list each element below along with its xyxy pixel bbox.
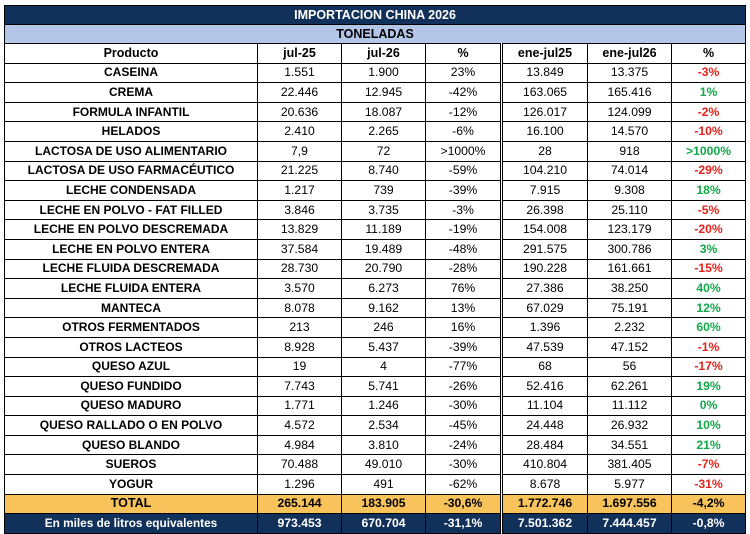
ytd26-value: 9.308 [588,181,672,201]
jul25-value: 7.743 [258,377,342,397]
jul25-value: 3.846 [258,200,342,220]
units-row [5,25,746,44]
jul26-value: 9.162 [342,298,426,318]
jul26-value: 491 [342,475,426,495]
jul25-value: 4.984 [258,435,342,455]
table-row [5,455,746,475]
ytd26-value: 56 [588,357,672,377]
table-row [5,122,746,142]
product-name: QUESO BLANDO [5,435,258,455]
jul26-value: 8.740 [342,161,426,181]
ytd-change-pct: 40% [672,279,746,299]
month-change-pct: -24% [426,435,502,455]
month-change-pct: -30% [426,396,502,416]
ytd-change-pct: 12% [672,298,746,318]
header-row [5,44,746,64]
product-name: LECHE EN POLVO ENTERA [5,239,258,259]
jul25-value: 8.078 [258,298,342,318]
ytd26-value: 123.179 [588,220,672,240]
month-change-pct: -26% [426,377,502,397]
units-label: TONELADAS [5,25,746,44]
table-title: IMPORTACION CHINA 2026 [5,6,746,25]
jul25-value: 13.829 [258,220,342,240]
product-name: FORMULA INFANTIL [5,102,258,122]
jul26-value: 20.790 [342,259,426,279]
ytd25-value: 1.396 [502,318,588,338]
jul26-value: 3.735 [342,200,426,220]
ytd26-value: 11.112 [588,396,672,416]
jul25-value: 20.636 [258,102,342,122]
header-producto: Producto [5,44,258,64]
ytd-change-pct: -5% [672,200,746,220]
jul25-value: 3.570 [258,279,342,299]
table-row [5,161,746,181]
ytd26-value: 300.786 [588,239,672,259]
ytd-change-pct: -15% [672,259,746,279]
ytd26-value: 14.570 [588,122,672,142]
ytd-change-pct: -10% [672,122,746,142]
total-row [5,494,746,514]
ytd-change-pct: 0% [672,396,746,416]
jul25-value: 21.225 [258,161,342,181]
table-row [5,318,746,338]
product-name: OTROS FERMENTADOS [5,318,258,338]
jul26-value: 49.010 [342,455,426,475]
jul25-value: 2.410 [258,122,342,142]
table-row [5,83,746,103]
import-table [4,5,746,534]
table-row [5,141,746,161]
total-label: TOTAL [5,494,258,514]
import-table-container [4,5,745,534]
ytd25-value: 410.804 [502,455,588,475]
jul25-value: 4.572 [258,416,342,436]
jul25-value: 37.584 [258,239,342,259]
month-change-pct: >1000% [426,141,502,161]
ytd25-value: 7.915 [502,181,588,201]
ytd25-value: 104.210 [502,161,588,181]
product-name: QUESO RALLADO O EN POLVO [5,416,258,436]
jul26-value: 72 [342,141,426,161]
ytd26-value: 34.551 [588,435,672,455]
table-row [5,416,746,436]
ytd25-value: 16.100 [502,122,588,142]
jul26-value: 12.945 [342,83,426,103]
jul26-value: 2.534 [342,416,426,436]
equivalent-pct: -31,1% [426,514,502,534]
ytd25-value: 190.228 [502,259,588,279]
jul26-value: 5.741 [342,377,426,397]
jul26-value: 11.189 [342,220,426,240]
jul26-value: 246 [342,318,426,338]
jul25-value: 1.217 [258,181,342,201]
table-row [5,337,746,357]
jul25-value: 8.928 [258,337,342,357]
jul26-value: 4 [342,357,426,377]
jul26-value: 18.087 [342,102,426,122]
ytd25-value: 154.008 [502,220,588,240]
jul25-value: 1.771 [258,396,342,416]
ytd-change-pct: 10% [672,416,746,436]
product-name: LECHE FLUIDA ENTERA [5,279,258,299]
month-change-pct: -6% [426,122,502,142]
table-row [5,63,746,83]
table-row [5,220,746,240]
table-row [5,377,746,397]
product-name: SUEROS [5,455,258,475]
ytd25-value: 27.386 [502,279,588,299]
header-ytd26: ene-jul26 [588,44,672,64]
ytd-change-pct: 18% [672,181,746,201]
ytd25-value: 13.849 [502,63,588,83]
product-name: CREMA [5,83,258,103]
product-name: QUESO MADURO [5,396,258,416]
equivalent-chg: -0,8% [672,514,746,534]
ytd-change-pct: >1000% [672,141,746,161]
jul25-value: 213 [258,318,342,338]
equivalent-ytd25: 7.501.362 [502,514,588,534]
table-row [5,239,746,259]
jul25-value: 1.296 [258,475,342,495]
ytd26-value: 124.099 [588,102,672,122]
ytd26-value: 25.110 [588,200,672,220]
total-ytd25: 1.772.746 [502,494,588,514]
month-change-pct: -30% [426,455,502,475]
product-name: YOGUR [5,475,258,495]
ytd26-value: 13.375 [588,63,672,83]
month-change-pct: -42% [426,83,502,103]
ytd25-value: 67.029 [502,298,588,318]
total-jul26: 183.905 [342,494,426,514]
ytd25-value: 52.416 [502,377,588,397]
ytd-change-pct: 21% [672,435,746,455]
table-row [5,475,746,495]
table-row [5,357,746,377]
ytd25-value: 8.678 [502,475,588,495]
table-row [5,435,746,455]
jul26-value: 5.437 [342,337,426,357]
ytd-change-pct: -3% [672,63,746,83]
jul25-value: 7,9 [258,141,342,161]
total-pct: -30,6% [426,494,502,514]
table-row [5,259,746,279]
ytd26-value: 918 [588,141,672,161]
equivalent-ytd26: 7.444.457 [588,514,672,534]
product-name: LECHE FLUIDA DESCREMADA [5,259,258,279]
ytd25-value: 24.448 [502,416,588,436]
table-row [5,200,746,220]
product-name: LECHE EN POLVO - FAT FILLED [5,200,258,220]
ytd26-value: 47.152 [588,337,672,357]
header-jul26: jul-26 [342,44,426,64]
ytd25-value: 11.104 [502,396,588,416]
month-change-pct: -19% [426,220,502,240]
month-change-pct: -39% [426,337,502,357]
total-ytd26: 1.697.556 [588,494,672,514]
ytd26-value: 165.416 [588,83,672,103]
jul25-value: 70.488 [258,455,342,475]
equivalent-row [5,514,746,534]
ytd26-value: 75.191 [588,298,672,318]
jul26-value: 739 [342,181,426,201]
header-pct-ytd: % [672,44,746,64]
ytd25-value: 291.575 [502,239,588,259]
ytd25-value: 28 [502,141,588,161]
table-row [5,181,746,201]
ytd26-value: 2.232 [588,318,672,338]
month-change-pct: -59% [426,161,502,181]
ytd26-value: 62.261 [588,377,672,397]
equivalent-label: En miles de litros equivalentes [5,514,258,534]
ytd-change-pct: -1% [672,337,746,357]
ytd-change-pct: -29% [672,161,746,181]
table-row [5,279,746,299]
product-name: LECHE EN POLVO DESCREMADA [5,220,258,240]
ytd-change-pct: -31% [672,475,746,495]
month-change-pct: 13% [426,298,502,318]
ytd26-value: 74.014 [588,161,672,181]
ytd25-value: 163.065 [502,83,588,103]
table-row [5,396,746,416]
ytd-change-pct: -17% [672,357,746,377]
ytd-change-pct: -20% [672,220,746,240]
jul26-value: 3.810 [342,435,426,455]
ytd-change-pct: 19% [672,377,746,397]
month-change-pct: 16% [426,318,502,338]
jul26-value: 2.265 [342,122,426,142]
month-change-pct: -48% [426,239,502,259]
total-chg: -4,2% [672,494,746,514]
ytd26-value: 381.405 [588,455,672,475]
ytd25-value: 47.539 [502,337,588,357]
ytd-change-pct: -7% [672,455,746,475]
ytd-change-pct: 1% [672,83,746,103]
ytd-change-pct: -2% [672,102,746,122]
jul25-value: 28.730 [258,259,342,279]
month-change-pct: -39% [426,181,502,201]
jul25-value: 1.551 [258,63,342,83]
table-row [5,102,746,122]
total-jul25: 265.144 [258,494,342,514]
month-change-pct: -3% [426,200,502,220]
ytd-change-pct: 3% [672,239,746,259]
ytd26-value: 161.661 [588,259,672,279]
product-name: QUESO FUNDIDO [5,377,258,397]
header-ytd25: ene-jul25 [502,44,588,64]
jul26-value: 6.273 [342,279,426,299]
jul26-value: 19.489 [342,239,426,259]
month-change-pct: 76% [426,279,502,299]
jul26-value: 1.246 [342,396,426,416]
ytd26-value: 38.250 [588,279,672,299]
product-name: LACTOSA DE USO ALIMENTARIO [5,141,258,161]
ytd25-value: 26.398 [502,200,588,220]
header-jul25: jul-25 [258,44,342,64]
product-name: QUESO AZUL [5,357,258,377]
jul25-value: 22.446 [258,83,342,103]
month-change-pct: -12% [426,102,502,122]
product-name: MANTECA [5,298,258,318]
ytd26-value: 5.977 [588,475,672,495]
ytd25-value: 68 [502,357,588,377]
product-name: CASEINA [5,63,258,83]
product-name: OTROS LACTEOS [5,337,258,357]
jul25-value: 19 [258,357,342,377]
product-name: HELADOS [5,122,258,142]
month-change-pct: 23% [426,63,502,83]
product-name: LACTOSA DE USO FARMACÉUTICO [5,161,258,181]
month-change-pct: -45% [426,416,502,436]
product-name: LECHE CONDENSADA [5,181,258,201]
equivalent-jul26: 670.704 [342,514,426,534]
ytd25-value: 126.017 [502,102,588,122]
month-change-pct: -28% [426,259,502,279]
title-row [5,6,746,25]
month-change-pct: -62% [426,475,502,495]
header-pct-month: % [426,44,502,64]
jul26-value: 1.900 [342,63,426,83]
month-change-pct: -77% [426,357,502,377]
ytd26-value: 26.932 [588,416,672,436]
ytd-change-pct: 60% [672,318,746,338]
ytd25-value: 28.484 [502,435,588,455]
table-row [5,298,746,318]
equivalent-jul25: 973.453 [258,514,342,534]
